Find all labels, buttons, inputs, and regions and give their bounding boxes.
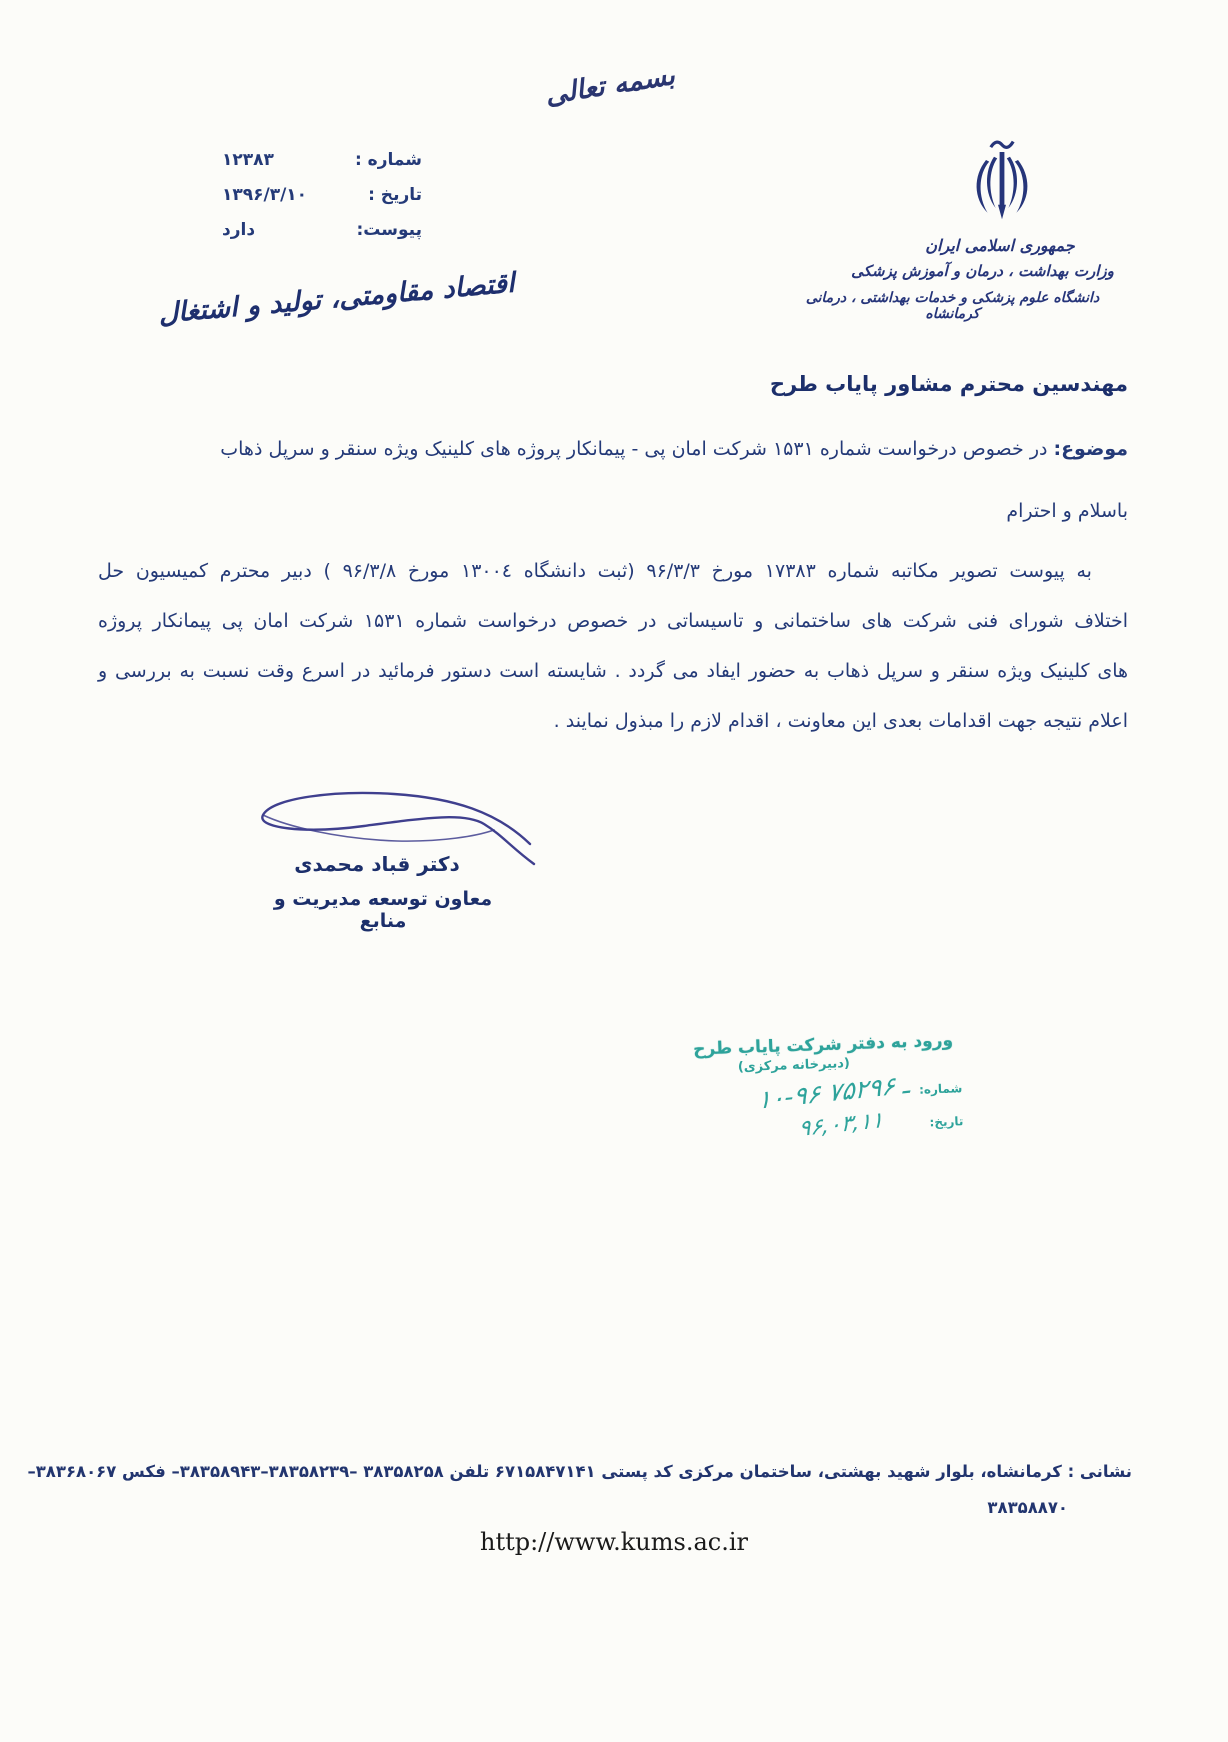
body-line: اختلاف شورای فنی شرکت های ساختمانی و تاسیساتی در خصوص درخواست شماره ۱۵۳۱ شرکت امان پی پیمانکار پروژه: [98, 610, 1128, 632]
subject-text: در خصوص درخواست شماره ۱۵۳۱ شرکت امان پی - پیمانکار پروژه های کلینیک ویژه سنقر و سرپل ذهاب: [220, 438, 1048, 460]
stamp-title: ورود به دفتر شرکت پایاب طرح: [692, 1030, 954, 1060]
date-value: ۱۳۹۶/۳/۱۰: [222, 185, 308, 205]
footer-website-url: http://www.kums.ac.ir: [479, 1528, 748, 1556]
meta-row-date: [222, 185, 422, 205]
entry-stamp: [685, 1030, 965, 1195]
body-line: اعلام نتیجه جهت اقدامات بعدی این معاونت ، اقدام لازم را مبذول نمایند .: [553, 710, 1128, 732]
attachment-value: دارد: [222, 220, 256, 240]
subject-label: موضوع:: [1053, 438, 1128, 460]
stamp-number-label: شماره:: [918, 1080, 963, 1097]
body-line: های کلینیک ویژه سنقر و سرپل ذهاب به حضور ایفاد می گردد . شایسته است دستور فرمائید در اسرع وقت نسبت به بررسی و: [98, 660, 1128, 682]
letterhead-country: جمهوری اسلامی ایران: [925, 236, 1075, 255]
date-label: تاریخ :: [368, 185, 422, 205]
subject-line: [96, 438, 1128, 460]
stamp-date-handwritten: ۹۶,۰۳,۱۱: [798, 1107, 884, 1143]
year-slogan-calligraphy: اقتصاد مقاومتی، تولید و اشتغال: [157, 267, 516, 330]
stamp-number-row: [687, 1069, 963, 1115]
stamp-number-handwritten: ۱۰-۹۶ ـ ۷۵۲۹۶: [757, 1069, 911, 1115]
recipient-line: مهندسین محترم مشاور پایاب طرح: [769, 372, 1128, 396]
stamp-date-label: تاریخ:: [929, 1113, 964, 1129]
footer-address-line: نشانی : کرمانشاه، بلوار شهید بهشتی، ساختمان مرکزی کد پستی ۶۷۱۵۸۴۷۱۴۱ تلفن ۳۸۳۵۸۲۵۸ –۳۸۳۵۸۲۳۹–۳۸۳۵۸۹۴۳– فکس ۳۸۳۶۸۰۶۷–: [27, 1462, 1132, 1481]
meta-row-number: [222, 150, 422, 170]
signer-title: معاون توسعه مدیریت و منابع: [273, 888, 493, 932]
meta-row-attachment: [222, 220, 422, 240]
number-value: ۱۲۳۸۳: [222, 150, 274, 170]
attachment-label: پیوست:: [356, 220, 422, 240]
number-label: شماره :: [354, 150, 422, 170]
letterhead-university: دانشگاه علوم پزشکی و خدمات بهداشتی ، درمانی کرمانشاه: [805, 290, 1100, 322]
letterhead-ministry: وزارت بهداشت ، درمان و آموزش پزشکی: [851, 262, 1114, 280]
stamp-subtitle: (دبیرخانه مرکزی): [737, 1056, 851, 1076]
letter-meta-block: [222, 150, 422, 255]
body-line: به پیوست تصویر مکاتبه شماره ۱۷۳۸۳ مورخ ۹۶/۳/۳ (ثبت دانشگاه ۱۳۰۰٤ مورخ ۹۶/۳/۸ ) دبیر محترم کمیسیون حل: [98, 560, 1092, 582]
bismillah-calligraphy: بسمه تعالی: [543, 59, 677, 112]
signer-name: دکتر قباد محمدی: [294, 852, 460, 876]
footer-extra-phone: ۳۸۳۵۸۸۷۰: [987, 1498, 1068, 1517]
stamp-date-row: [688, 1108, 964, 1143]
salutation-line: باسلام و احترام: [1006, 500, 1128, 522]
iran-emblem-icon: [962, 136, 1042, 232]
